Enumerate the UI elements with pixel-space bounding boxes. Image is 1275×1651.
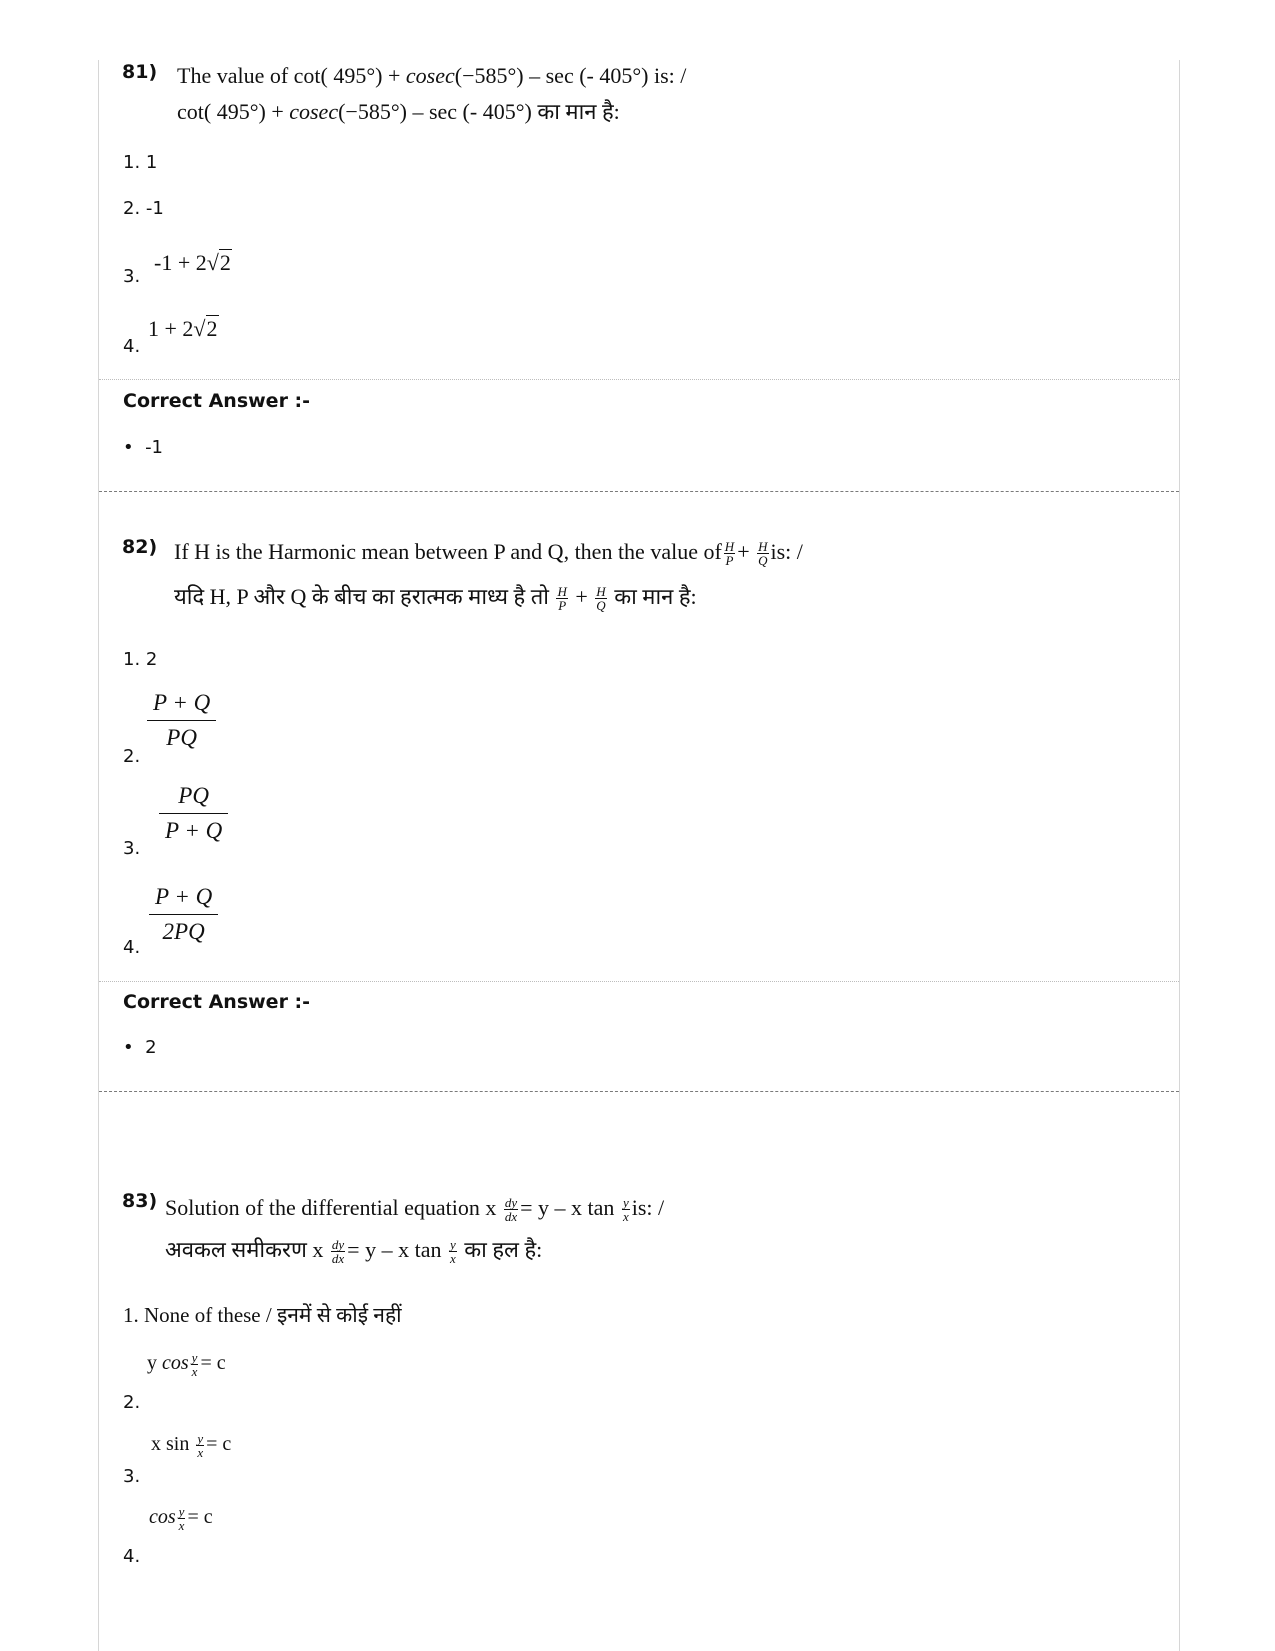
option-4-math: 1 + 2√2 — [148, 316, 218, 341]
option-4-fraction: $\frac{P + Q}{2PQ}$ — [149, 884, 218, 945]
question-paper-page — [98, 60, 1180, 1651]
option-3-label: 3. — [123, 838, 141, 859]
divider — [99, 981, 1179, 982]
fraction-y-over-x: $\frac{y}{x}$ — [191, 1350, 198, 1379]
option-3-math: -1 + 2√2 — [154, 250, 231, 275]
question-text-english: Solution of the differential equation x $\frac{dy}{dx}$ = y – x tan $\frac{y}{x}$ is: / — [165, 1195, 665, 1225]
option-1: 1. 1 — [123, 152, 158, 173]
fraction-h-over-p: $\frac{H}{P}$ — [557, 584, 567, 614]
option-2-math: y cos $\frac{y}{x}$ = c — [147, 1350, 226, 1379]
option-2-fraction: $\frac{P + Q}{PQ}$ — [147, 690, 216, 751]
option-3-math: x sin $\frac{y}{x}$ = c — [151, 1431, 232, 1460]
option-1: 1. None of these / इनमें से कोई नहीं — [123, 1303, 402, 1327]
correct-answer-value: • 2 — [123, 1037, 157, 1058]
option-4-math: cos $\frac{y}{x}$ = c — [149, 1504, 213, 1533]
fraction-dy-dx: $\frac{dy}{dx}$ — [504, 1195, 518, 1225]
question-number: 83) — [122, 1190, 158, 1212]
divider — [99, 379, 1179, 380]
option-3-label: 3. — [123, 1466, 141, 1487]
option-2-label: 2. — [123, 746, 141, 767]
correct-answer-label: Correct Answer :- — [123, 390, 311, 412]
option-1: 1. 2 — [123, 649, 158, 670]
question-text-english: The value of cot( 495°) + cosec(−585°) – sec (- 405°) is: / — [177, 63, 687, 88]
fraction-h-over-q: $\frac{H}{Q}$ — [758, 539, 768, 569]
correct-answer-label: Correct Answer :- — [123, 991, 311, 1013]
question-separator — [99, 1091, 1179, 1092]
question-text-hindi: यदि H, P और Q के बीच का हरात्मक माध्य है तो $\frac{H}{P}$ + $\frac{H}{Q}$ का मान है: — [174, 584, 697, 614]
option-4-label: 4. — [123, 336, 141, 357]
question-text-english: If H is the Harmonic mean between P and Q, then the value of $\frac{H}{P}$ + $\frac{H}{Q}$ is: / — [174, 539, 803, 569]
fraction-dy-dx: $\frac{dy}{dx}$ — [331, 1237, 345, 1267]
question-text-hindi: cot( 495°) + cosec(−585°) – sec (- 405°) का मान है: — [177, 99, 620, 124]
sqrt-symbol: √2 — [206, 250, 231, 275]
fraction-y-over-x: $\frac{y}{x}$ — [197, 1431, 204, 1460]
option-3-fraction: $\frac{PQ}{P + Q}$ — [159, 783, 228, 844]
correct-answer-value: • -1 — [123, 437, 164, 458]
option-4-label: 4. — [123, 1546, 141, 1567]
fraction-y-over-x: $\frac{y}{x}$ — [622, 1195, 629, 1225]
question-separator — [99, 491, 1179, 492]
option-3-label: 3. — [123, 266, 141, 287]
fraction-y-over-x: $\frac{y}{x}$ — [178, 1504, 185, 1533]
fraction-h-over-q: $\frac{H}{Q}$ — [596, 584, 606, 614]
question-number: 82) — [122, 536, 158, 558]
fraction-h-over-p: $\frac{H}{P}$ — [724, 539, 735, 569]
question-number: 81) — [122, 61, 158, 83]
fraction-y-over-x: $\frac{y}{x}$ — [449, 1237, 456, 1267]
sqrt-symbol: √2 — [193, 316, 218, 341]
option-2-label: 2. — [123, 1392, 141, 1413]
option-4-label: 4. — [123, 937, 141, 958]
question-text-hindi: अवकल समीकरण x $\frac{dy}{dx}$ = y – x tan $\frac{y}{x}$ का हल है: — [165, 1237, 543, 1267]
option-2: 2. -1 — [123, 198, 164, 219]
